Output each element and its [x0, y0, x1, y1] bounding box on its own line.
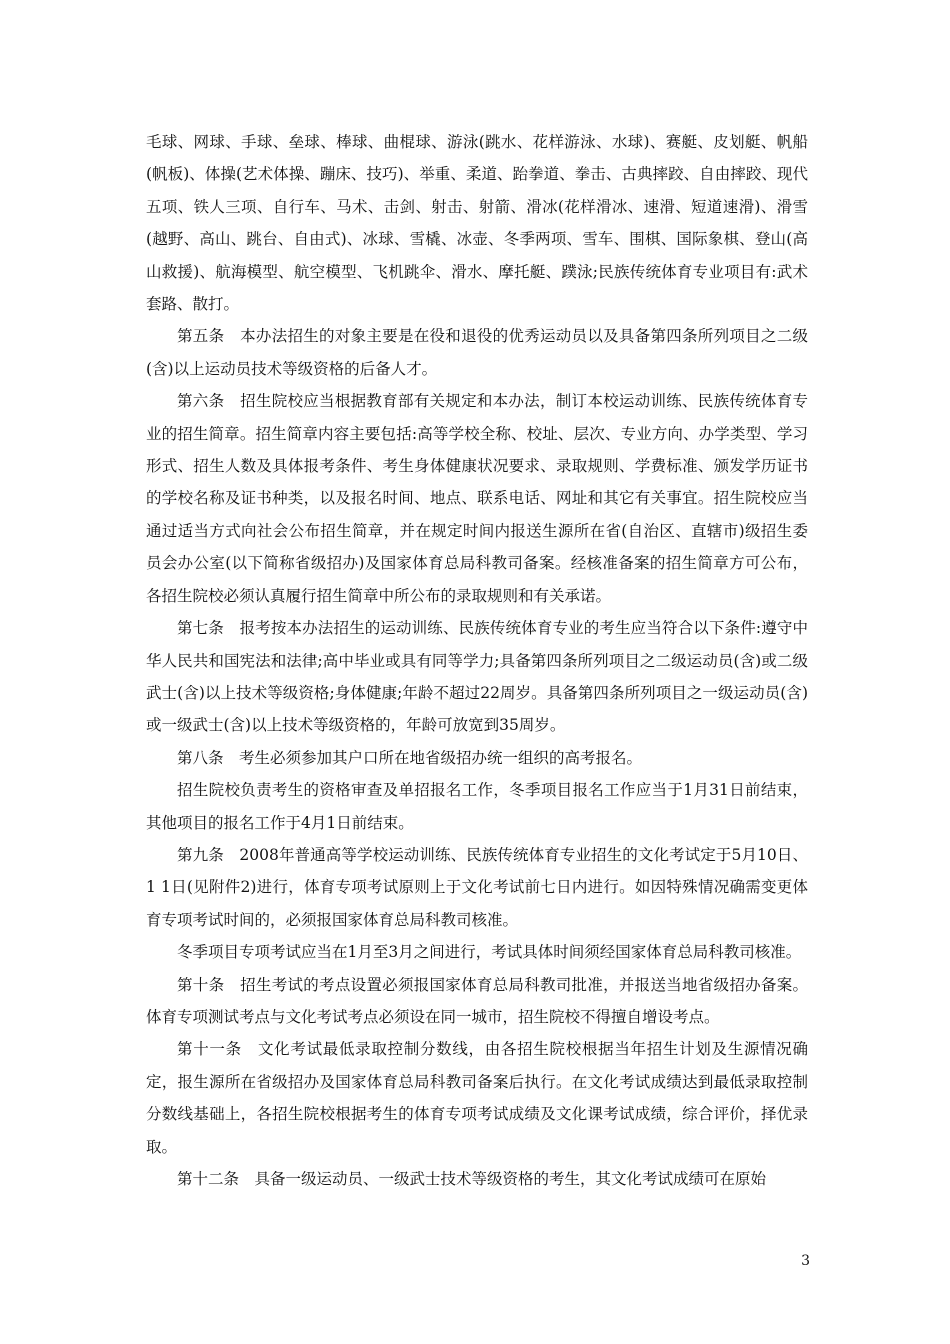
paragraph-article-5: 第五条 本办法招生的对象主要是在役和退役的优秀运动员以及具备第四条所列项目之二级(含)以上运动员技术等级资格的后备人才。: [146, 327, 808, 378]
page-number: 3: [801, 1253, 810, 1269]
paragraph-article-12: 第十二条 具备一级运动员、一级武士技术等级资格的考生，其文化考试成绩可在原始: [177, 1170, 767, 1188]
paragraph-article-11: 第十一条 文化考试最低录取控制分数线，由各招生院校根据当年招生计划及生源情况确定，报生源所在省级招办及国家体育总局科教司备案后执行。在文化考试成绩达到最低录取控制分数线基础上，各招生院校根据考生的体育专项考试成绩及文化课考试成绩，综合评价，择优录取。: [146, 1040, 808, 1156]
paragraph-article-9: 第九条 2008年普通高等学校运动训练、民族传统体育专业招生的文化考试定于5月10日、1 1日(见附件2)进行，体育专项考试原则上于文化考试前七日内进行。如因特殊情况确需变更体育专项考试时间的，必须报国家体育总局科教司核准。: [146, 845, 808, 929]
paragraph-article-8: 第八条 考生必须参加其户口所在地省级招办统一组织的高考报名。: [177, 748, 643, 767]
document-body: [146, 126, 808, 1195]
paragraph-article-6: 第六条 招生院校应当根据教育部有关规定和本办法，制订本校运动训练、民族传统体育专业的招生简章。招生简章内容主要包括:高等学校全称、校址、层次、专业方向、办学类型、学习形式、招生人数及具体报考条件、考生身体健康状况要求、录取规则、学费标准、颁发学历证书的学校名称及证书种类，以及报名时间、地点、联系电话、网址和其它有关事宜。招生院校应当通过适当方式向社会公布招生简章，并在规定时间内报送生源所在省(自治区、直辖市)级招生委员会办公室(以下简称省级招办)及国家体育总局科教司备案。经核准备案的招生简章方可公布，各招生院校必须认真履行招生简章中所公布的录取规则和有关承诺。: [146, 392, 808, 605]
paragraph-article-10: 第十条 招生考试的考点设置必须报国家体育总局科教司批准，并报送当地省级招办备案。体育专项测试考点与文化考试考点必须设在同一城市，招生院校不得擅自增设考点。: [146, 975, 808, 1026]
paragraph-winter-exam: 冬季项目专项考试应当在1月至3月之间进行，考试具体时间须经国家体育总局科教司核准。: [177, 943, 802, 962]
paragraph-continued-sports-list: 毛球、网球、手球、垒球、棒球、曲棍球、游泳(跳水、花样游泳、水球)、赛艇、皮划艇、帆船(帆板)、体操(艺术体操、蹦床、技巧)、举重、柔道、跆拳道、拳击、古典摔跤、自由摔跤、现代五项、铁人三项、自行车、马术、击剑、射击、射箭、滑冰(花样滑冰、速滑、短道速滑)、滑雪(越野、高山、跳台、自由式)、冰球、雪橇、冰壶、冬季两项、雪车、围棋、国际象棋、登山(高山救援)、航海模型、航空模型、飞机跳伞、滑水、摩托艇、蹼泳;民族传统体育专业项目有:武术套路、散打。: [146, 133, 808, 314]
paragraph-article-7: 第七条 报考按本办法招生的运动训练、民族传统体育专业的考生应当符合以下条件:遵守中华人民共和国宪法和法律;高中毕业或具有同等学力;具备第四条所列项目之二级运动员(含)或二级武士(含)以上技术等级资格;身体健康;年龄不超过22周岁。具备第四条所列项目之一级运动员(含)或一级武士(含)以上技术等级资格的，年龄可放宽到35周岁。: [146, 619, 808, 735]
paragraph-registration: 招生院校负责考生的资格审查及单招报名工作，冬季项目报名工作应当于1月31日前结束，其他项目的报名工作于4月1日前结束。: [146, 781, 808, 832]
